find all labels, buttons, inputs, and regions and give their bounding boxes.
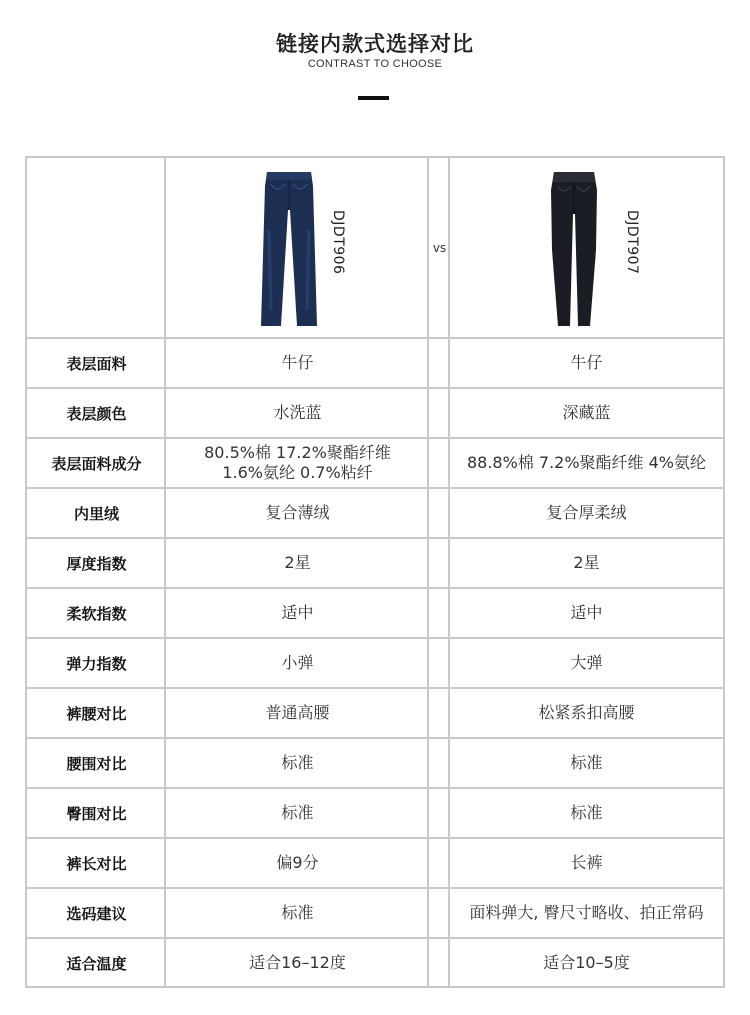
row-label: 内里绒 — [73, 504, 119, 523]
vs-spacer — [429, 888, 450, 938]
table-row — [27, 588, 723, 638]
product-a-value: 水洗蓝 — [273, 403, 322, 422]
product-a-value: 标准 — [281, 903, 314, 922]
grid-line — [164, 158, 166, 986]
page-title: 链接内款式选择对比 — [276, 32, 474, 56]
product-a-value: 牛仔 — [281, 353, 314, 372]
table-row — [27, 788, 723, 838]
row-label: 厚度指数 — [66, 554, 127, 573]
grid-line — [27, 537, 723, 539]
grid-line — [27, 587, 723, 589]
row-label: 裤腰对比 — [66, 704, 127, 723]
product-b-value: 面料弹大, 臀尺寸略收、拍正常码 — [469, 903, 704, 922]
product-a-value: 适中 — [281, 603, 314, 622]
row-label: 表层颜色 — [66, 404, 127, 423]
grid-line — [27, 637, 723, 639]
grid-line — [27, 687, 723, 689]
grid-line — [27, 837, 723, 839]
jeans-icon — [546, 170, 602, 330]
row-label: 裤长对比 — [66, 854, 127, 873]
grid-line — [27, 487, 723, 489]
vs-spacer — [429, 938, 450, 988]
table-row — [27, 838, 723, 888]
grid-line — [27, 437, 723, 439]
product-b-value: 深藏蓝 — [562, 403, 611, 422]
table-row — [27, 438, 723, 488]
table-row — [27, 538, 723, 588]
product-a-value: 2星 — [284, 553, 311, 572]
product-a-cell — [166, 158, 429, 338]
empty-corner-cell — [27, 158, 166, 338]
table-row — [27, 488, 723, 538]
product-b-value: 标准 — [570, 753, 603, 772]
table-row — [27, 738, 723, 788]
vs-spacer — [429, 438, 450, 488]
title-underline — [358, 96, 389, 100]
vs-cell — [429, 158, 450, 338]
product-b-value: 2星 — [573, 553, 600, 572]
row-label: 弹力指数 — [66, 654, 127, 673]
row-label: 表层面料成分 — [51, 454, 142, 473]
product-a-value: 标准 — [281, 803, 314, 822]
vs-spacer — [429, 788, 450, 838]
vs-spacer — [429, 738, 450, 788]
product-b-code: DJDT907 — [624, 210, 640, 275]
grid-line — [27, 387, 723, 389]
table-row — [27, 888, 723, 938]
grid-line — [27, 337, 723, 339]
vs-label: vs — [432, 241, 447, 255]
vs-spacer — [429, 538, 450, 588]
vs-spacer — [429, 338, 450, 388]
vs-spacer — [429, 488, 450, 538]
table-row — [27, 388, 723, 438]
row-label: 适合温度 — [66, 954, 127, 973]
grid-line — [27, 887, 723, 889]
row-label: 选码建议 — [66, 904, 127, 923]
vs-spacer — [429, 688, 450, 738]
product-a-value: 适合16–12度 — [249, 953, 346, 972]
product-a-code: DJDT906 — [330, 210, 346, 275]
product-a-value: 普通高腰 — [265, 703, 330, 722]
grid-line — [448, 158, 450, 986]
jeans-icon — [259, 170, 319, 330]
row-label: 表层面料 — [66, 354, 127, 373]
grid-line — [27, 787, 723, 789]
row-label: 柔软指数 — [66, 604, 127, 623]
product-a-value: 小弹 — [281, 653, 314, 672]
row-label: 臀围对比 — [66, 804, 127, 823]
vs-spacer — [429, 588, 450, 638]
vs-spacer — [429, 838, 450, 888]
product-b-value: 适合10–5度 — [543, 953, 630, 972]
grid-line — [27, 937, 723, 939]
product-image-row — [27, 158, 723, 338]
product-b-value: 88.8%棉 7.2%聚酯纤维 4%氨纶 — [466, 453, 707, 472]
comparison-table — [25, 156, 725, 988]
product-b-value: 长裤 — [570, 853, 603, 872]
grid-line — [27, 737, 723, 739]
vs-spacer — [429, 638, 450, 688]
page-subtitle: CONTRAST TO CHOOSE — [307, 58, 443, 70]
grid-line — [427, 158, 429, 986]
table-row — [27, 938, 723, 988]
product-b-value: 大弹 — [570, 653, 603, 672]
product-a-value: 复合薄绒 — [265, 503, 330, 522]
row-label: 腰围对比 — [66, 754, 127, 773]
product-a-value: 80.5%棉 17.2%聚酯纤维 1.6%氨纶 0.7%粘纤 — [204, 443, 391, 482]
table-row — [27, 638, 723, 688]
product-b-cell — [450, 158, 723, 338]
product-b-value: 牛仔 — [570, 353, 603, 372]
product-a-value: 标准 — [281, 753, 314, 772]
table-row — [27, 688, 723, 738]
product-b-value: 复合厚柔绒 — [546, 503, 627, 522]
product-b-value: 标准 — [570, 803, 603, 822]
product-b-value: 适中 — [570, 603, 603, 622]
product-a-value: 偏9分 — [276, 853, 319, 872]
vs-spacer — [429, 388, 450, 438]
table-row — [27, 338, 723, 388]
product-b-value: 松紧系扣高腰 — [538, 703, 635, 722]
